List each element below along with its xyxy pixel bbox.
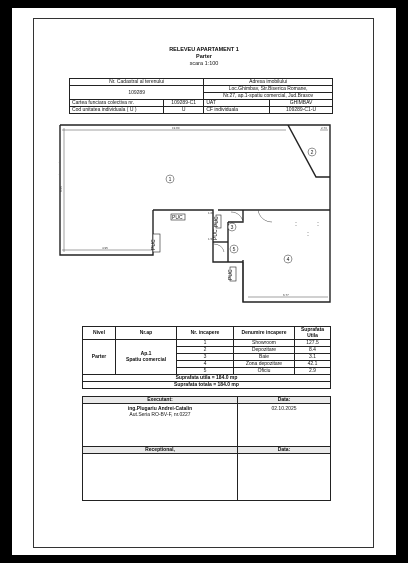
col-nrap: Nr.ap (116, 327, 177, 340)
col-suprafata: Suprafata Utila (295, 327, 331, 340)
total-useful: Suprafata utila = 184.0 mp (83, 375, 331, 382)
receptional-date-area (238, 454, 331, 501)
cadastral-label: Nr. Cadastral al terenului (70, 79, 204, 86)
room-nr-1: 1 (177, 340, 234, 347)
data-label: Data: (238, 397, 331, 404)
dim-right-top: 2.73 (321, 126, 327, 130)
executant-table (82, 396, 331, 501)
dim-top: 19.80 (172, 126, 180, 130)
carte-label: Cartea funciara colectiva nr. (70, 100, 164, 107)
room-table (82, 326, 331, 389)
dim-bottom-left: 4.95 (102, 246, 108, 250)
puc-label-a: PUC (151, 239, 157, 250)
dim-mid-a: 1.60 (208, 211, 214, 215)
ap-line-1: Ap.1 (140, 351, 152, 357)
ap-line-2: Spatiu comercial (125, 357, 166, 363)
executant-name: ing.Plugariu Andrei-Catalin (127, 406, 193, 412)
cf-label: CF individuala (204, 107, 270, 114)
cf-value: 109289-C1-U (270, 107, 333, 114)
col-nivel: Nivel (83, 327, 116, 340)
room-number-2: 2 (310, 150, 314, 156)
room-area-5: 2.9 (295, 368, 331, 375)
info-table (69, 78, 333, 114)
room-name-3: Baie (234, 354, 295, 361)
nivel-value: Parter (83, 340, 116, 375)
room-number-1: 1 (168, 177, 172, 183)
cod-value: U (164, 107, 204, 114)
col-denumire: Denumire incapere (234, 327, 295, 340)
document-title: RELEVEU APARTAMENT 1 (169, 47, 239, 53)
executant-auth: Aut.Seria RO-BV-F, nr.0227 (129, 412, 191, 418)
room-nr-4: 4 (177, 361, 234, 368)
room-nr-2: 2 (177, 347, 234, 354)
executant-date: 02.10.2025 (238, 404, 331, 447)
scale-label: scara 1:100 (189, 61, 219, 67)
room-nr-5: 5 (177, 368, 234, 375)
col-nr-incapere: Nr. incapere (177, 327, 234, 340)
puc-label-e: PUC (213, 229, 219, 240)
address-value-2: Nr.27, ap.1-spatiu comercial, Jud.Brasov (204, 93, 333, 100)
room-area-2: 8.4 (295, 347, 331, 354)
room-number-4: 4 (286, 257, 290, 263)
receptional-signature-area (83, 454, 238, 501)
ap-cell (116, 340, 177, 375)
uat-value: GHIMBAV (270, 100, 333, 107)
room-number-5: 5 (232, 247, 236, 253)
puc-label-c: PUC (228, 269, 234, 280)
receptional-label: Receptional, (83, 447, 238, 454)
room-number-3: 3 (230, 225, 234, 231)
room-area-4: 42.1 (295, 361, 331, 368)
room-name-5: Oficiu (234, 368, 295, 375)
carte-value: 109289-C1 (164, 100, 204, 107)
room-area-3: 3.1 (295, 354, 331, 361)
room-name-2: Depozitare (234, 347, 295, 354)
room-name-4: Zona depozitare (234, 361, 295, 368)
dim-left: 8.55 (59, 186, 63, 192)
address-label: Adresa imobilului (204, 79, 333, 86)
cadastral-value: 109289 (70, 86, 204, 100)
room-nr-3: 3 (177, 354, 234, 361)
data2-label: Data: (238, 447, 331, 454)
total-total: Suprafata totala = 184.0 mp (83, 382, 331, 389)
room-name-1: Showroom (234, 340, 295, 347)
floor-plan (58, 122, 334, 306)
executant-label: Executant: (83, 397, 238, 404)
executant-cell (83, 404, 238, 447)
dim-mid-b: 1.52 (208, 237, 214, 241)
cod-label: Cod unitatea individuala ( U ) (70, 107, 164, 114)
dim-bottom-right: 6.77 (283, 293, 289, 297)
puc-label-d: PUC (172, 215, 183, 221)
room-area-1: 127.5 (295, 340, 331, 347)
address-value-1: Loc.Ghimbav, Str.Biserica Romane, (204, 86, 333, 93)
uat-label: UAT (204, 100, 270, 107)
puc-label-b: PUC (214, 216, 220, 227)
level-label: Parter (196, 54, 212, 60)
